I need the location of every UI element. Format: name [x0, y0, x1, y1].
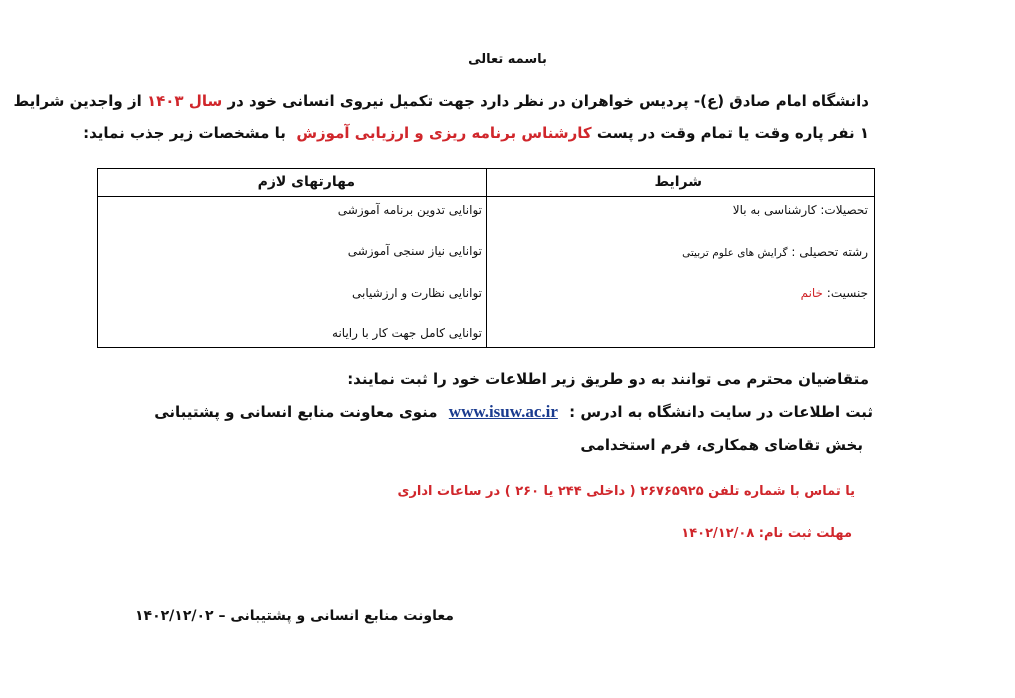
application-form-path: بخش تقاضای همکاری، فرم استخدامی [580, 436, 863, 454]
intro-line-2-end: با مشخصات زیر جذب نماید: [83, 124, 286, 142]
conditions-header: شرایط [654, 174, 702, 190]
condition-gender-value: خانم [800, 286, 823, 300]
intro-line-2-start: ۱ نفر پاره وقت یا تمام وقت در پست [596, 124, 869, 142]
intro-line-1-end: از واجدین شرایط [13, 92, 142, 110]
condition-gender [801, 286, 868, 300]
skill-item: توانایی نیاز سنجی آموزشی [347, 244, 482, 258]
intro-line-1-start: دانشگاه امام صادق (ع)- پردیس خواهران در نظر دارد جهت تکمیل نیروی انسانی خود در [227, 92, 869, 110]
condition-education: تحصیلات: کارشناسی به بالا [732, 203, 868, 217]
footer-department: معاونت منابع انسانی و پشتیبانی – [218, 608, 454, 624]
year-highlight: سال ۱۴۰۳ [146, 92, 223, 110]
application-website-line [154, 402, 873, 422]
document-header: باسمه تعالی [468, 52, 547, 67]
website-link[interactable]: www.isuw.ac.ir [448, 402, 558, 421]
footer-signature [135, 608, 454, 624]
registration-deadline: مهلت ثبت نام: ۱۴۰۲/۱۲/۰۸ [681, 526, 852, 541]
intro-line-2 [83, 124, 869, 142]
condition-field-value: گرایش های علوم تربیتی [682, 247, 788, 259]
application-title: متقاضیان محترم می توانند به دو طریق زیر اطلاعات خود را ثبت نمایند: [347, 370, 869, 388]
skill-item: توانایی نظارت و ارزشیابی [352, 286, 482, 300]
table-column-divider [486, 169, 487, 347]
condition-field [682, 245, 868, 259]
condition-field-label: رشته تحصیلی : [787, 245, 868, 259]
skill-item: توانایی کامل جهت کار با رایانه [332, 326, 482, 340]
requirements-table [97, 168, 875, 348]
intro-line-1 [14, 92, 869, 110]
condition-gender-label: جنسیت: [822, 286, 868, 300]
skills-header: مهارتهای لازم [257, 174, 355, 190]
website-menu-path: منوی معاونت منابع انسانی و پشتیبانی [154, 403, 438, 421]
footer-date: ۱۴۰۲/۱۲/۰۲ [135, 608, 214, 624]
skill-item: توانایی تدوین برنامه آموزشی [337, 203, 482, 217]
phone-contact: یا تماس با شماره تلفن ۲۶۷۶۵۹۲۵ ( داخلی ۲۴۴ یا ۲۶۰ ) در ساعات اداری [397, 484, 855, 499]
website-prefix: ثبت اطلاعات در سایت دانشگاه به ادرس : [569, 403, 873, 421]
position-title: کارشناس برنامه ریزی و ارزیابی آموزش [296, 124, 592, 142]
